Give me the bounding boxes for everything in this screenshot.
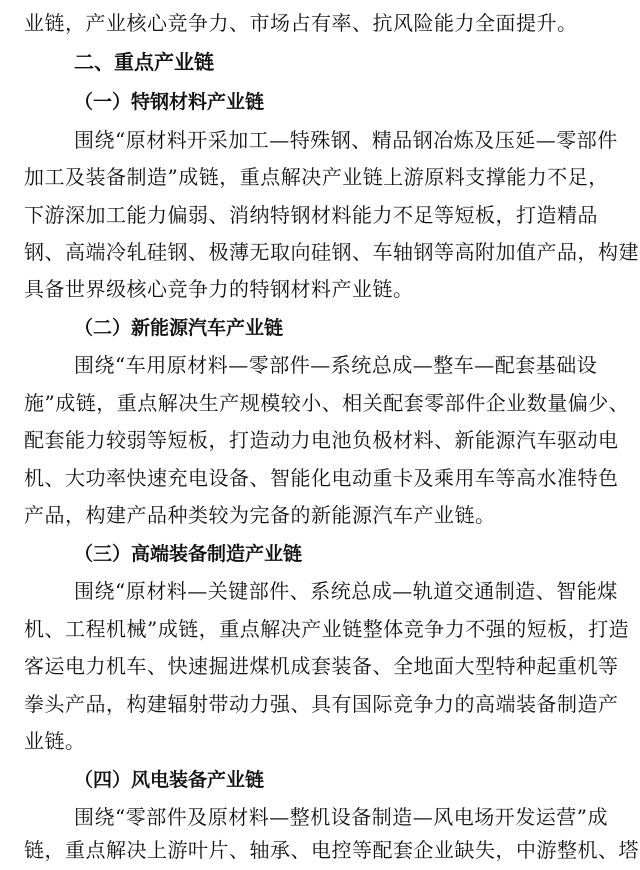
subsection-heading-equipment: （三）高端装备制造产业链 (74, 543, 303, 565)
body-text-line: 施”成链，重点解决生产规模较小、相关配套零部件企业数量偏少、 (24, 391, 630, 415)
body-text-line: 围绕“零部件及原材料—整机设备制造—风电场开发运营”成 (74, 805, 608, 829)
body-text-line: 围绕“原材料—关键部件、系统总成—轨道交通制造、智能煤 (74, 579, 618, 603)
body-text-line: 业链，产业核心竞争力、市场占有率、抗风险能力全面提升。 (24, 11, 578, 35)
body-text-line: 配套能力较弱等短板，打造动力电池负极材料、新能源汽车驱动电 (24, 428, 619, 452)
body-text-line: 围绕“车用原材料—零部件—系统总成—整车—配套基础设 (74, 353, 598, 377)
body-text-line: 加工及装备制造”成链，重点解决产业链上游原料支撑能力不足， (24, 165, 609, 189)
body-text-line: 下游深加工能力偏弱、消纳特钢材料能力不足等短板，打造精品 (24, 203, 598, 227)
body-text-line: 链，重点解决上游叶片、轴承、电控等配套企业缺失，中游整机、塔 (24, 838, 639, 862)
body-text-line: 围绕“原材料开采加工—特殊钢、精品钢冶炼及压延—零部件 (74, 128, 618, 152)
body-text-line: 机、工程机械”成链，重点解决产业链整体竞争力不强的短板，打造 (24, 617, 630, 641)
subsection-heading-steel: （一）特钢材料产业链 (74, 91, 265, 113)
subsection-heading-wind: （四）风电装备产业链 (74, 769, 265, 791)
body-text-line: 钢、高端冷轧硅钢、极薄无取向硅钢、车轴钢等高附加值产品，构建 (24, 240, 639, 264)
section-heading: 二、重点产业链 (74, 50, 214, 74)
body-text-line: 机、大功率快速充电设备、智能化电动重卡及乘用车等高水准特色 (24, 466, 619, 490)
body-text-line: 客运电力机车、快速掘进煤机成套装备、全地面大型特种起重机等 (24, 654, 619, 678)
body-text-line: 产品，构建产品种类较为完备的新能源汽车产业链。 (24, 503, 496, 527)
body-text-line: 拳头产品，构建辐射带动力强、具有国际竞争力的高端装备制造产 (24, 692, 619, 716)
body-text-line: 业链。 (24, 729, 86, 753)
body-text-line: 具备世界级核心竞争力的特钢材料产业链。 (24, 277, 414, 301)
subsection-heading-nev: （二）新能源汽车产业链 (74, 317, 284, 339)
